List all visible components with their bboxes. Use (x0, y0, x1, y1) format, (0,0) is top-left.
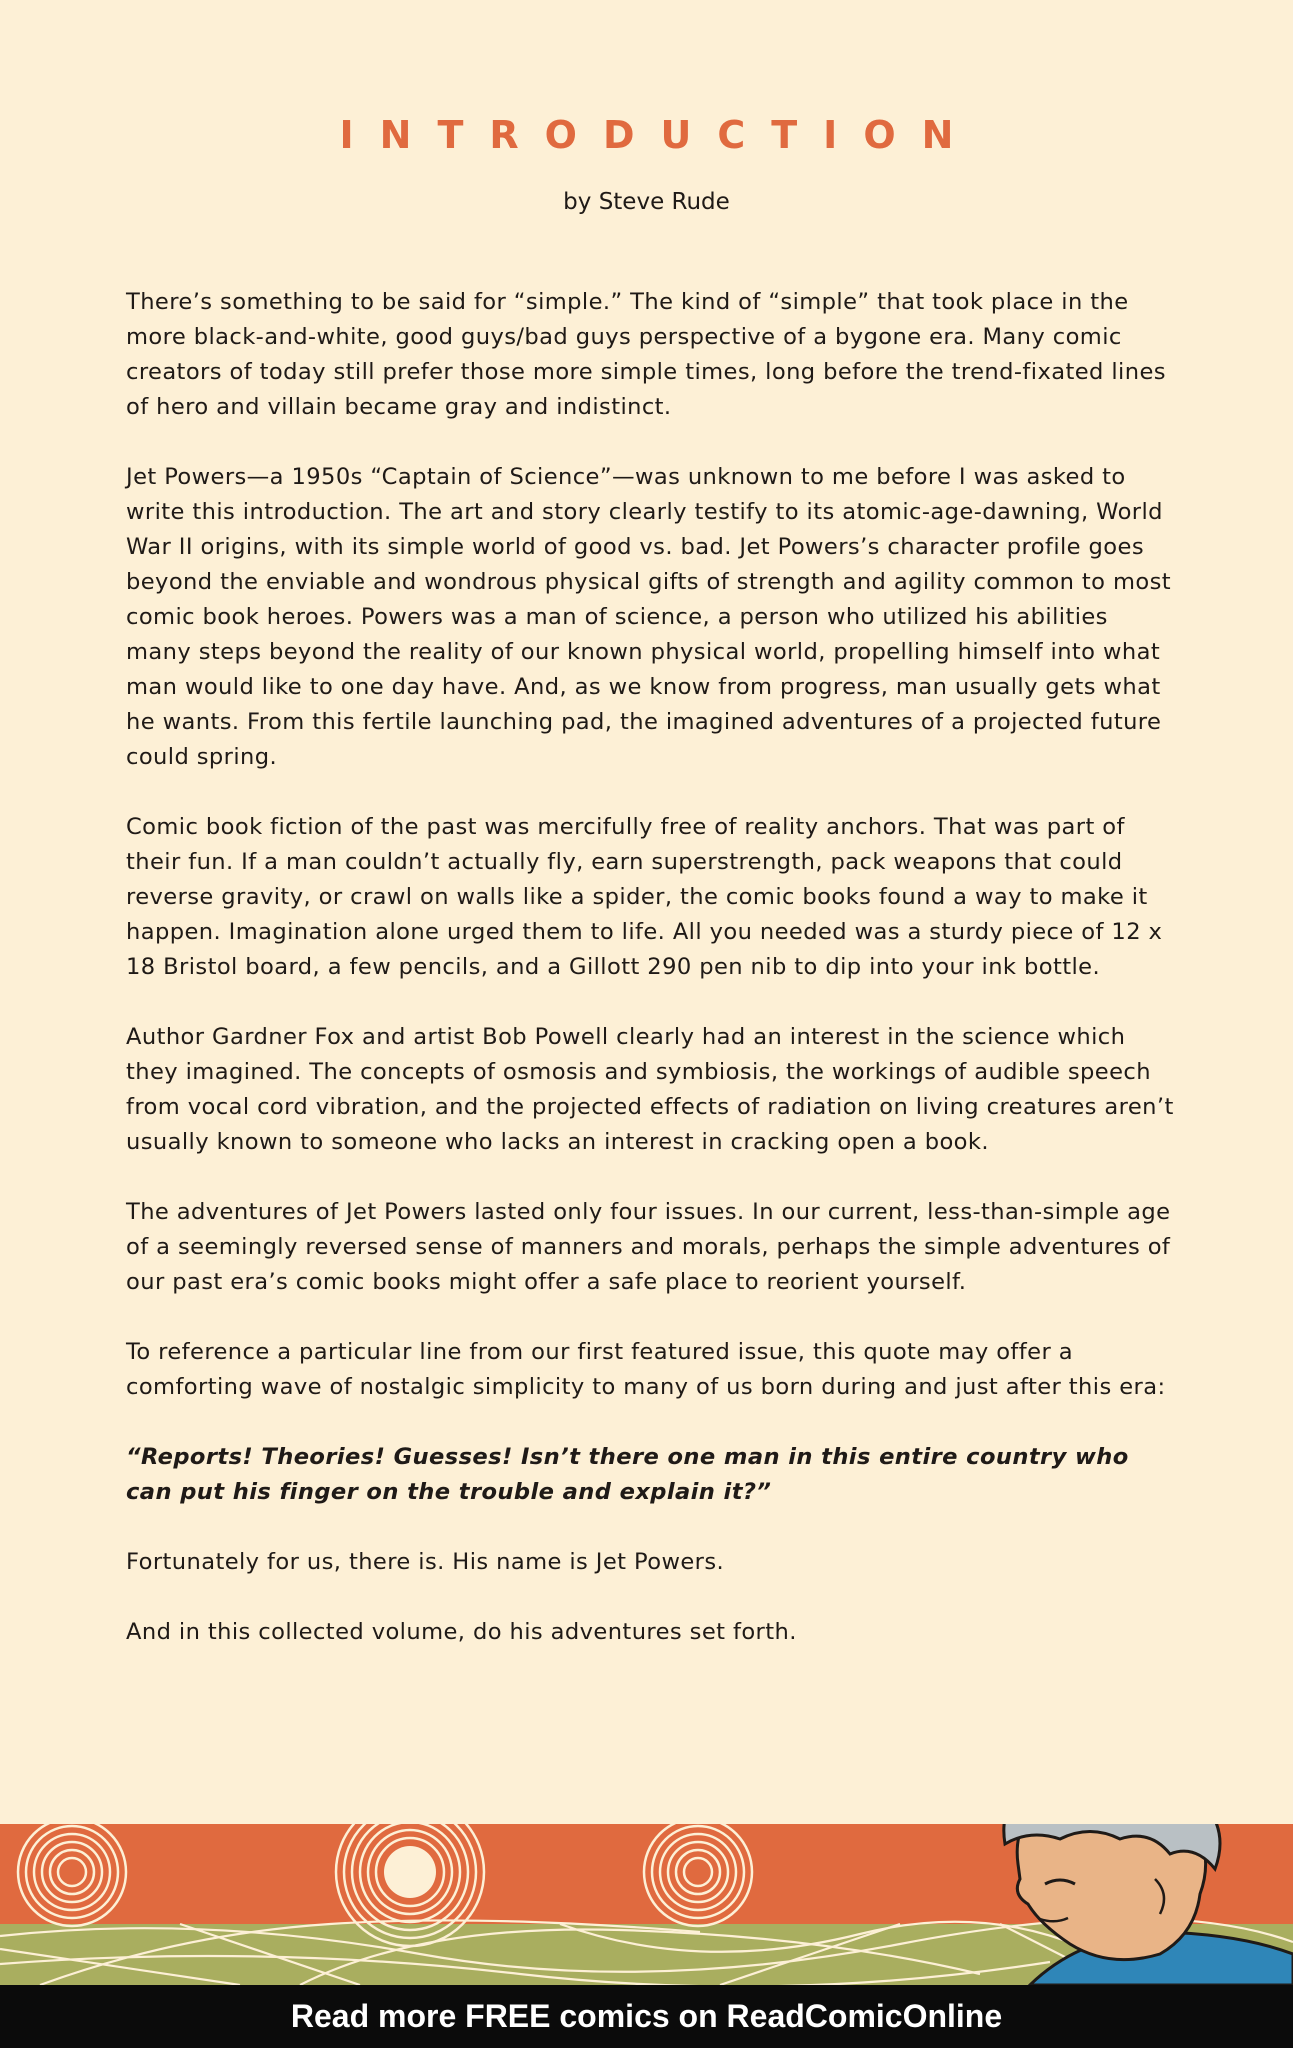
paragraph: Fortunately for us, there is. His name is Jet Powers. (126, 1549, 725, 1575)
paragraph: Comic book fiction of the past was mercifully free of reality anchors. That was part of their fun. If a man couldn’t actually fly, earn superstrength, pack weapons that could reverse gravity, or crawl on walls like a spider, the comic books found a way to make it happen. Imagination alone urged them to life. All you needed was a sturdy piece of 12 x 18 Bristol board, a few pencils, and a Gillott 290 pen nib to dip into your ink bottle. (126, 814, 1163, 980)
intro-body (126, 285, 1176, 1685)
promo-footer[interactable]: Read more FREE comics on ReadComicOnline (0, 1985, 1293, 2048)
paragraph: To reference a particular line from our first featured issue, this quote may offer a comforting wave of nostalgic simplicity to many of us born during and just after this era: (126, 1339, 1166, 1400)
paragraph: Jet Powers—a 1950s “Captain of Science”—was unknown to me before I was asked to write this introduction. The art and story clearly testify to its atomic-age-dawning, World War II origins, with its simple world of good vs. bad. Jet Powers’s character profile goes beyond the enviable and wondrous physical gifts of strength and agility common to most comic book heroes. Powers was a man of science, a person who utilized his abilities many steps beyond the reality of our known physical world, propelling himself into what man would like to one day have. And, as we know from progress, man usually gets what he wants. From this fertile launching pad, the imagined adventures of a projected future could spring. (126, 464, 1172, 770)
decorative-banner (0, 1824, 1293, 1985)
paragraph: There’s something to be said for “simple.” The kind of “simple” that took place in the more black-and-white, good guys/bad guys perspective of a bygone era. Many comic creators of today still prefer those more simple times, long before the trend-fixated lines of hero and villain became gray and indistinct. (126, 289, 1166, 420)
page-title: INTRODUCTION (339, 113, 980, 157)
byline: by Steve Rude (563, 189, 730, 215)
paragraph: And in this collected volume, do his adventures set forth. (126, 1619, 797, 1645)
paragraph: The adventures of Jet Powers lasted only four issues. In our current, less-than-simple age of a seemingly reversed sense of manners and morals, perhaps the simple adventures of our past era’s comic books might offer a safe place to reorient yourself. (126, 1199, 1171, 1295)
featured-quote: “Reports! Theories! Guesses! Isn’t there one man in this entire country who can put his finger on the trouble and explain it?” (126, 1444, 1129, 1505)
paragraph: Author Gardner Fox and artist Bob Powell clearly had an interest in the science which they imagined. The concepts of osmosis and symbiosis, the workings of audible speech from vocal cord vibration, and the projected effects of radiation on living creatures aren’t usually known to someone who lacks an interest in cracking open a book. (126, 1024, 1174, 1155)
